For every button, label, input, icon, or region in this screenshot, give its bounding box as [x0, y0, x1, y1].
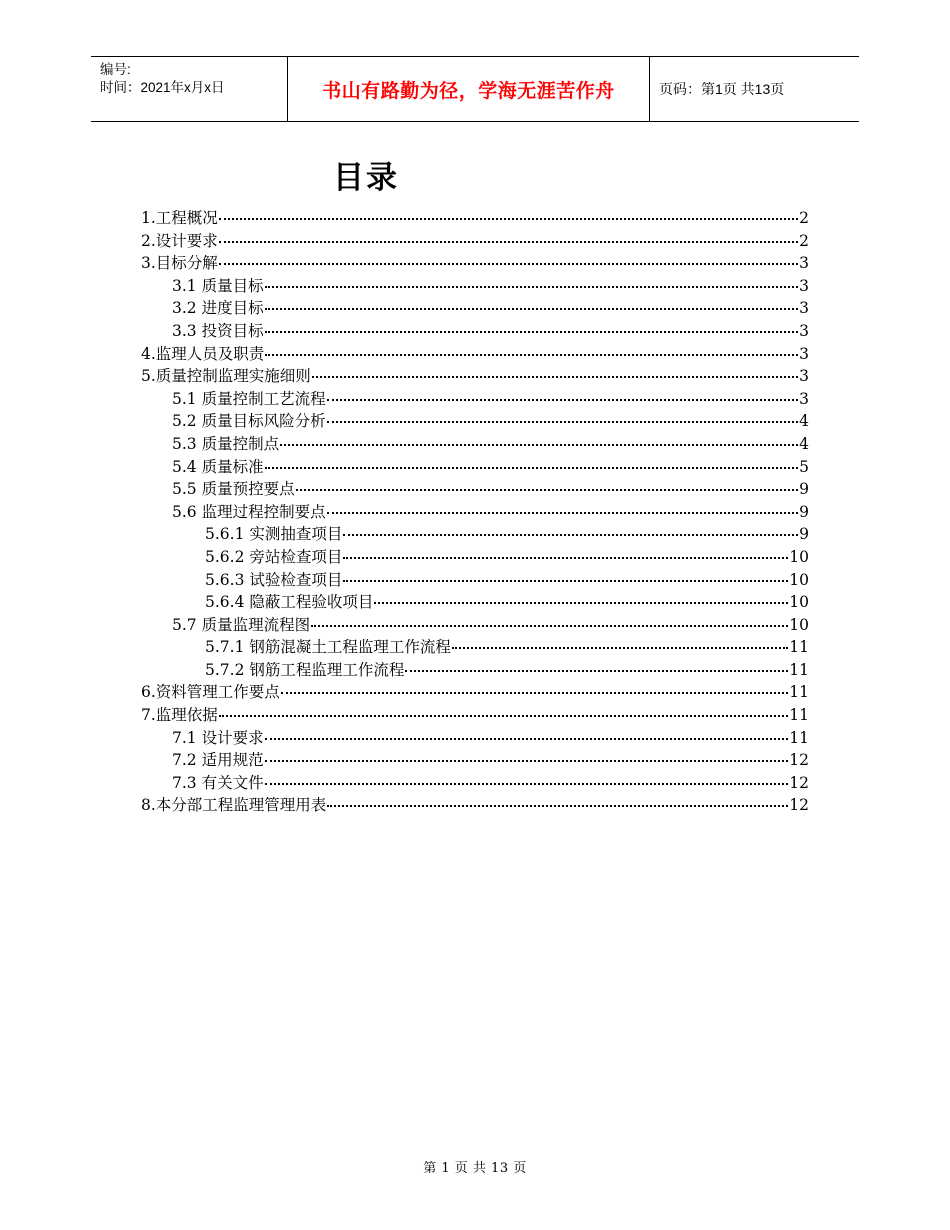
toc-entry-text: 5.6.2 旁站检查项目: [205, 547, 343, 566]
toc-entry-text: 5.质量控制监理实施细则: [141, 367, 311, 386]
toc-entry-page: 11: [789, 683, 809, 702]
toc-entry-text: 5.6.1 实测抽查项目: [205, 525, 343, 544]
toc-entry-page: 11: [789, 660, 809, 679]
toc-entry[interactable]: [141, 456, 809, 479]
toc-entry[interactable]: [141, 478, 809, 501]
toc-leader-dots: [280, 444, 798, 446]
toc-entry-page: 2: [799, 209, 809, 227]
toc-leader-dots: [219, 263, 798, 265]
toc-entry[interactable]: [141, 704, 809, 727]
toc-entry[interactable]: [141, 275, 809, 298]
toc-leader-dots: [374, 602, 788, 604]
toc-entry-text: 5.6.3 试验检查项目: [205, 570, 343, 589]
toc-entry-text: 1.工程概况: [141, 209, 218, 227]
toc-entry-text: 3.1 质量目标: [172, 276, 264, 295]
toc-entry-text: 5.7 质量监理流程图: [172, 615, 311, 634]
toc-entry-page: 5: [799, 457, 809, 476]
toc-entry[interactable]: [141, 794, 809, 817]
toc-leader-dots: [311, 625, 788, 627]
toc-entry-page: 4: [799, 434, 809, 453]
toc-entry[interactable]: [141, 772, 809, 795]
toc-entry[interactable]: [141, 252, 809, 275]
toc-entry-text: 7.2 适用规范: [172, 751, 264, 770]
toc-entry-page: 3: [799, 321, 809, 340]
toc-entry-page: 3: [799, 344, 809, 363]
toc-entry-text: 7.1 设计要求: [172, 728, 264, 747]
toc-leader-dots: [265, 354, 798, 356]
toc-leader-dots: [343, 534, 798, 536]
toc-entry-page: 9: [799, 502, 809, 521]
toc-entry[interactable]: [141, 546, 809, 569]
toc-leader-dots: [265, 467, 799, 469]
table-of-contents: [141, 207, 809, 817]
toc-leader-dots: [219, 218, 798, 220]
header-motto: 书山有路勤为径，学海无涯苦作舟: [287, 57, 650, 121]
toc-entry-page: 12: [789, 796, 809, 815]
toc-entry[interactable]: [141, 614, 809, 637]
toc-entry[interactable]: [141, 297, 809, 320]
toc-entry-text: 5.2 质量目标风险分析: [172, 412, 326, 431]
toc-leader-dots: [265, 308, 799, 310]
toc-entry-text: 5.6.4 隐蔽工程验收项目: [205, 593, 374, 612]
toc-entry[interactable]: [141, 343, 809, 366]
toc-leader-dots: [312, 376, 798, 378]
toc-title: 目录: [333, 160, 399, 196]
page-footer: 第 1 页 共 13 页: [423, 1161, 527, 1176]
toc-entry[interactable]: [141, 636, 809, 659]
toc-entry-text: 2.设计要求: [141, 231, 218, 250]
toc-leader-dots: [327, 805, 788, 807]
toc-entry-page: 12: [789, 773, 809, 792]
toc-leader-dots: [327, 421, 799, 423]
toc-entry[interactable]: [141, 230, 809, 253]
toc-leader-dots: [265, 738, 789, 740]
toc-entry-text: 5.5 质量预控要点: [172, 480, 295, 499]
header-meta: [91, 57, 287, 121]
toc-entry[interactable]: [141, 591, 809, 614]
toc-entry-text: 7.监理依据: [141, 706, 218, 725]
number-label: 编号:: [100, 62, 131, 77]
toc-leader-dots: [296, 489, 799, 491]
toc-leader-dots: [343, 557, 788, 559]
toc-entry[interactable]: [141, 569, 809, 592]
toc-leader-dots: [265, 783, 789, 785]
toc-entry-page: 11: [789, 638, 809, 657]
toc-entry-page: 10: [789, 615, 809, 634]
toc-entry[interactable]: [141, 749, 809, 772]
toc-leader-dots: [327, 512, 799, 514]
toc-entry-page: 11: [789, 728, 809, 747]
toc-entry-text: 4.监理人员及职责: [141, 344, 265, 363]
toc-entry-page: 3: [799, 276, 809, 295]
toc-leader-dots: [219, 715, 788, 717]
toc-entry-page: 10: [789, 547, 809, 566]
toc-entry-page: 12: [789, 751, 809, 770]
toc-leader-dots: [265, 286, 799, 288]
toc-entry-text: 5.3 质量控制点: [172, 434, 280, 453]
toc-entry[interactable]: [141, 320, 809, 343]
toc-entry[interactable]: [141, 207, 809, 230]
toc-entry-page: 3: [799, 254, 809, 273]
toc-leader-dots: [452, 647, 788, 649]
toc-entry-page: 3: [799, 389, 809, 408]
toc-entry-page: 11: [789, 706, 809, 725]
toc-entry[interactable]: [141, 681, 809, 704]
toc-entry-text: 5.7.2 钢筋工程监理工作流程: [205, 660, 405, 679]
time-label: 时间：2021年x月x日: [100, 80, 225, 95]
toc-entry[interactable]: [141, 523, 809, 546]
toc-entry-page: 3: [799, 299, 809, 318]
toc-entry-page: 10: [789, 593, 809, 612]
toc-entry-text: 3.目标分解: [141, 254, 218, 273]
toc-entry-page: 9: [799, 480, 809, 499]
toc-entry-page: 3: [799, 367, 809, 386]
toc-leader-dots: [281, 692, 788, 694]
toc-entry-text: 3.2 进度目标: [172, 299, 264, 318]
toc-entry-page: 4: [799, 412, 809, 431]
header-page-info: 页码：第1页 共13页: [659, 81, 785, 97]
toc-entry-text: 5.7.1 钢筋混凝土工程监理工作流程: [205, 638, 451, 657]
toc-leader-dots: [265, 760, 789, 762]
toc-entry-page: 10: [789, 570, 809, 589]
toc-entry[interactable]: [141, 410, 809, 433]
toc-entry[interactable]: [141, 501, 809, 524]
toc-entry-page: 2: [799, 231, 809, 250]
toc-leader-dots: [219, 241, 798, 243]
toc-entry[interactable]: [141, 727, 809, 750]
toc-leader-dots: [327, 399, 799, 401]
toc-entry[interactable]: [141, 365, 809, 388]
toc-entry-text: 5.1 质量控制工艺流程: [172, 389, 326, 408]
toc-entry-page: 9: [799, 525, 809, 544]
toc-leader-dots: [265, 331, 799, 333]
toc-leader-dots: [343, 580, 788, 582]
toc-entry-text: 6.资料管理工作要点: [141, 683, 280, 702]
toc-entry[interactable]: [141, 659, 809, 682]
toc-entry[interactable]: [141, 388, 809, 411]
page-header: [91, 56, 859, 122]
toc-entry[interactable]: [141, 433, 809, 456]
toc-entry-text: 3.3 投资目标: [172, 321, 264, 340]
toc-entry-text: 5.4 质量标准: [172, 457, 264, 476]
toc-entry-text: 7.3 有关文件: [172, 773, 264, 792]
toc-leader-dots: [405, 670, 788, 672]
toc-entry-text: 8.本分部工程监理管理用表: [141, 796, 327, 815]
toc-entry-text: 5.6 监理过程控制要点: [172, 502, 326, 521]
